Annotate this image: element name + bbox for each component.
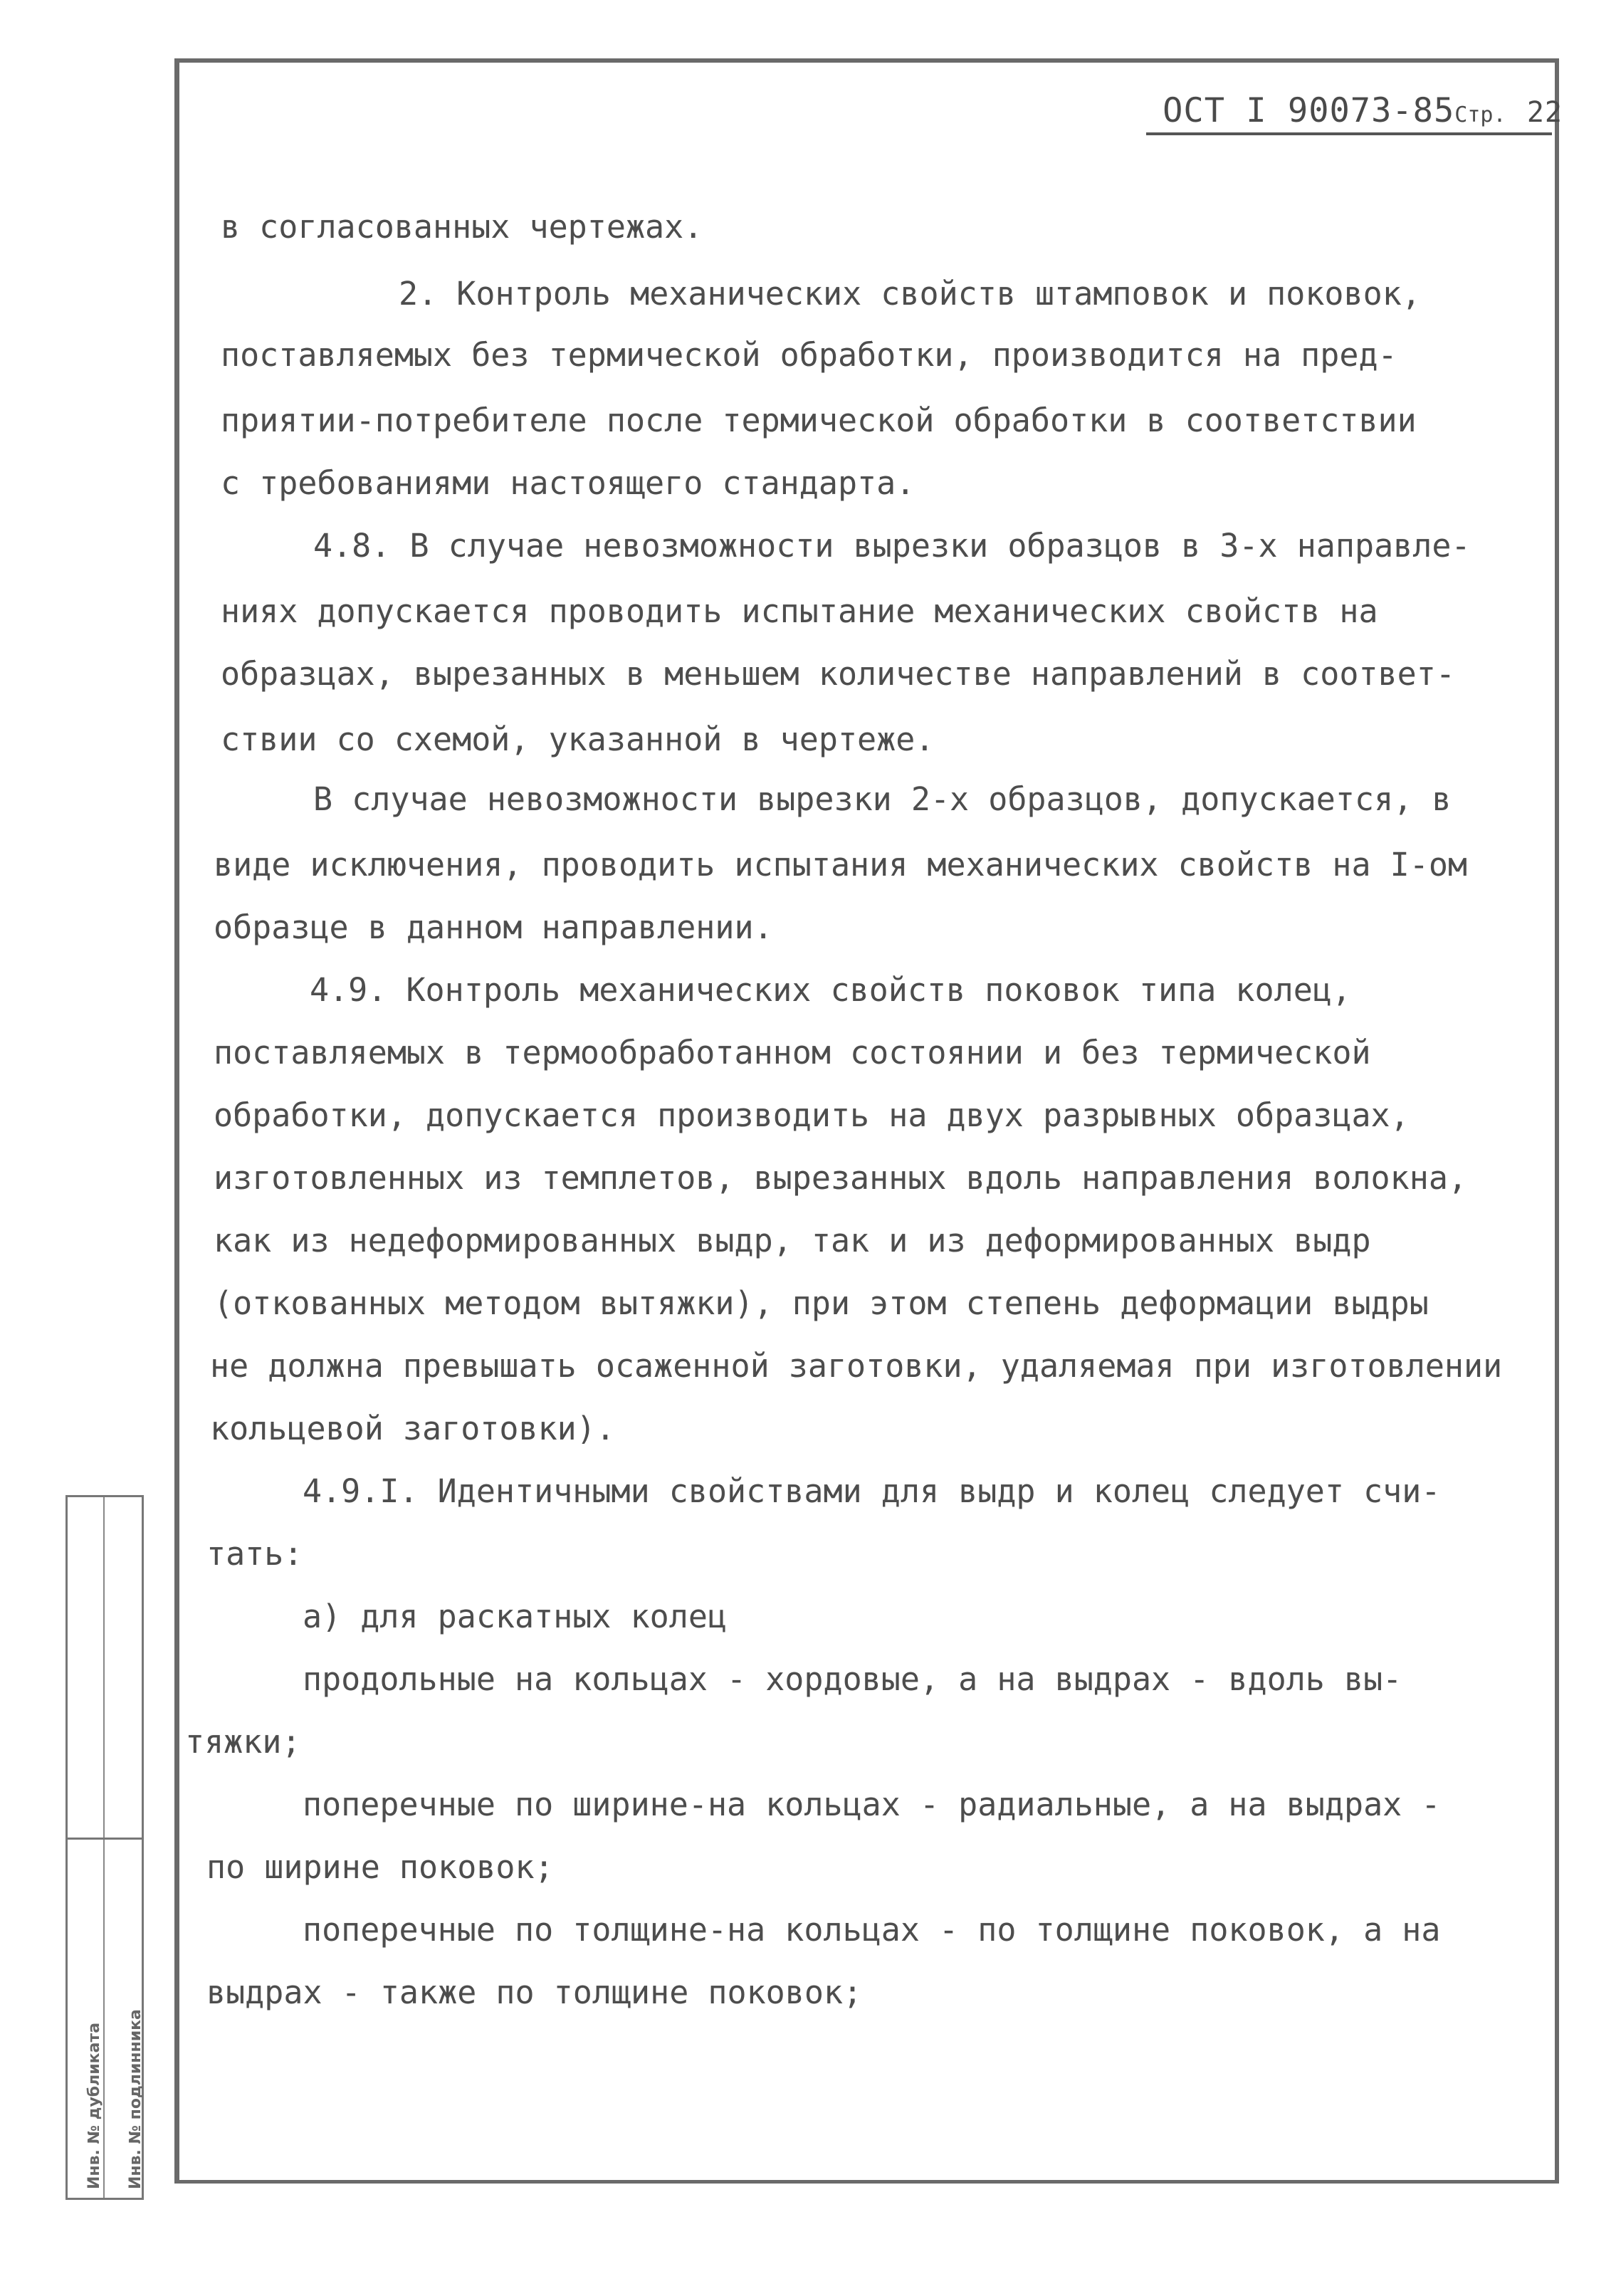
document-code-header <box>1163 91 1563 130</box>
text-line: не должна превышать осаженной заготовки, удаляемая при изготовлении <box>210 1347 1503 1385</box>
text-line: виде исключения, проводить испытания механических свойств на I-ом <box>214 846 1467 884</box>
text-line: приятии-потребителе после термической обработки в соответствии <box>221 402 1417 439</box>
text-line: поперечные по толщине-на кольцах - по толщине поковок, а на <box>303 1911 1441 1949</box>
text-line: В случае невозможности вырезки 2-х образцов, допускается, в <box>313 780 1452 818</box>
text-line: продольные на кольцах - хордовые, а на выдрах - вдоль вы- <box>303 1660 1402 1698</box>
text-line: образце в данном направлении. <box>214 908 773 946</box>
text-line: обработки, допускается производить на двух разрывных образцах, <box>214 1096 1410 1134</box>
duplicate-inventory-label: Инв. № дубликата <box>85 2022 103 2189</box>
text-line: а) для раскатных колец <box>303 1598 728 1635</box>
stamp-row-divider <box>68 1838 142 1840</box>
text-line: поставляемых без термической обработки, производится на пред- <box>221 336 1397 374</box>
text-line: поперечные по ширине-на кольцах - радиальные, а на выдрах - <box>303 1786 1441 1823</box>
text-line: 4.9.I. Идентичными свойствами для выдр и колец следует счи- <box>303 1472 1441 1510</box>
text-line: тяжки; <box>185 1723 301 1761</box>
text-line: по ширине поковок; <box>206 1848 554 1886</box>
standard-code: ОСТ I 90073-85 <box>1163 91 1455 130</box>
text-line: изготовленных из темплетов, вырезанных вдоль направления волокна, <box>214 1159 1467 1197</box>
text-line: образцах, вырезанных в меньшем количестве направлений в соответ- <box>221 655 1455 693</box>
text-line: как из недеформированных выдр, так и из деформированных выдр <box>214 1222 1371 1259</box>
page-label: Стр. <box>1454 103 1506 127</box>
text-line: кольцевой заготовки). <box>210 1410 615 1447</box>
text-line: ствии со схемой, указанной в чертеже. <box>221 720 935 758</box>
text-line: с требованиями настоящего стандарта. <box>221 464 915 502</box>
text-line: 4.9. Контроль механических свойств поковок типа колец, <box>310 971 1351 1009</box>
text-line: в согласованных чертежах. <box>221 208 703 246</box>
header-underline <box>1146 132 1552 135</box>
original-inventory-label: Инв. № подлинника <box>127 2009 145 2189</box>
text-line: поставляемых в термообработанном состоянии и без термической <box>214 1034 1371 1071</box>
text-line: тать: <box>206 1535 303 1573</box>
text-line: (откованных методом вытяжки), при этом степень деформации выдры <box>214 1284 1429 1322</box>
text-line: 4.8. В случае невозможности вырезки образцов в 3-х направле- <box>313 527 1471 565</box>
text-line: выдрах - также по толщине поковок; <box>206 1973 863 2011</box>
text-line: ниях допускается проводить испытание механических свойств на <box>221 592 1378 630</box>
text-line: 2. Контроль механических свойств штамповок и поковок, <box>399 275 1421 313</box>
page-number: 22 <box>1526 96 1563 129</box>
stamp-column-divider <box>103 1497 105 2198</box>
